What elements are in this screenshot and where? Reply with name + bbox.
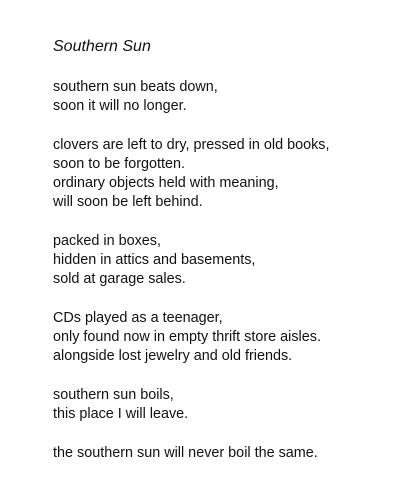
poem-line: southern sun beats down,: [53, 79, 218, 95]
stanza-5: [53, 386, 393, 424]
poem-line: CDs played as a teenager,: [53, 310, 223, 326]
stanza-4: [53, 309, 393, 366]
poem-line: soon to be forgotten.: [53, 156, 186, 172]
poem-line: ordinary objects held with meaning,: [53, 175, 279, 191]
poem-line: will soon be left behind.: [53, 194, 203, 210]
stanza-6: [53, 444, 393, 463]
poem-line: only found now in empty thrift store aisles.: [53, 329, 321, 345]
poem-line: soon it will no longer.: [53, 98, 187, 114]
poem-title: Southern Sun: [53, 38, 151, 55]
poem-line: the southern sun will never boil the same.: [53, 445, 318, 461]
poem-line: sold at garage sales.: [53, 271, 186, 287]
poem: [53, 37, 393, 463]
poem-line: clovers are left to dry, pressed in old books,: [53, 137, 330, 153]
stanza-2: [53, 136, 393, 212]
stanza-3: [53, 232, 393, 289]
poem-line: southern sun boils,: [53, 387, 174, 403]
poem-line: alongside lost jewelry and old friends.: [53, 348, 293, 364]
poem-line: this place I will leave.: [53, 406, 189, 422]
poem-line: packed in boxes,: [53, 233, 162, 249]
poem-line: hidden in attics and basements,: [53, 252, 256, 268]
stanza-1: [53, 78, 393, 116]
